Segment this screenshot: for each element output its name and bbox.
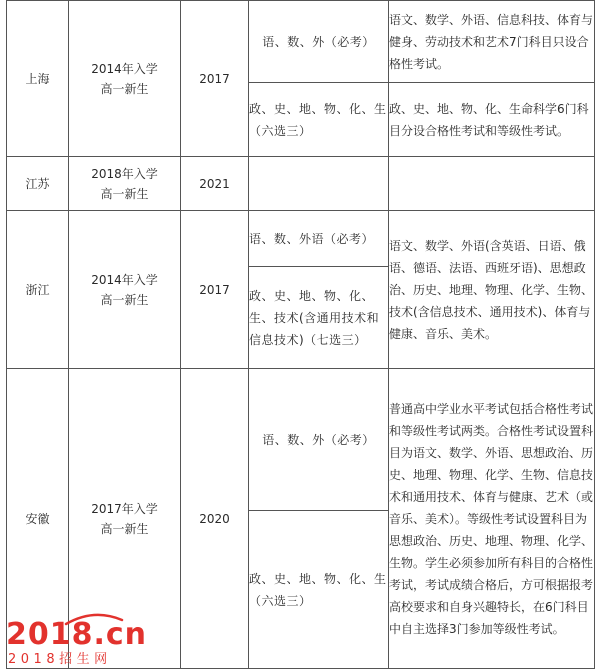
empty-cell — [249, 157, 389, 211]
subjects-required-cell: 语、数、外语（必考） — [249, 211, 389, 267]
province-cell: 安徽 — [7, 369, 69, 669]
subjects-elective-cell: 政、史、地、物、化、生、技术(含通用技术和信息技术)（七选三） — [249, 267, 389, 369]
empty-cell — [389, 157, 595, 211]
grade-line-1: 2017年入学 — [91, 501, 158, 516]
table-row-anhui — [7, 369, 595, 511]
province-cell: 浙江 — [7, 211, 69, 369]
site-watermark — [4, 618, 174, 668]
grade-line-1: 2014年入学 — [91, 61, 158, 76]
subjects-required-cell: 语、数、外（必考） — [249, 369, 389, 511]
year-cell: 2017 — [181, 1, 249, 157]
note-cell: 政、史、地、物、化、生命科学6门科目分设合格性考试和等级性考试。 — [389, 83, 595, 157]
province-cell: 江苏 — [7, 157, 69, 211]
grade-cell — [69, 211, 181, 369]
note-cell: 语文、数学、外语(含英语、日语、俄语、德语、法语、西班牙语)、思想政治、历史、地理、物理、化学、生物、技术(含信息技术、通用技术)、体育与健康、音乐、美术。 — [389, 211, 595, 369]
note-cell: 语文、数学、外语、信息科技、体育与健身、劳动技术和艺术7门科目只设合格性考试。 — [389, 1, 595, 83]
subjects-required-cell: 语、数、外（必考） — [249, 1, 389, 83]
grade-line-2: 高一新生 — [100, 521, 149, 536]
table-row-shanghai — [7, 1, 595, 83]
watermark-subtitle: 2018招生网 — [8, 652, 112, 667]
grade-line-2: 高一新生 — [100, 81, 149, 96]
gaokao-reform-table — [6, 0, 595, 669]
grade-line-2: 高一新生 — [100, 292, 149, 307]
table-row-zhejiang — [7, 211, 595, 267]
subjects-elective-cell: 政、史、地、物、化、生（六选三） — [249, 83, 389, 157]
note-cell: 普通高中学业水平考试包括合格性考试和等级性考试两类。合格性考试设置科目为语文、数学、外语、思想政治、历史、地理、物理、化学、生物、信息技术和通用技术、体育与健康、艺术（或音乐、美术）。等级性考试设置科目为思想政治、历史、地理、物理、化学、生物。学生必须参加所有科目的合格性考试，考试成绩合格后，方可根据报考高校要求和自身兴趣特长，在6门科目中自主选择3门参加等级性考试。 — [389, 369, 595, 669]
subjects-elective-cell: 政、史、地、物、化、生（六选三） — [249, 511, 389, 669]
grade-line-1: 2018年入学 — [91, 166, 158, 181]
watermark-logo-text: 2018.cn — [6, 617, 148, 652]
year-cell: 2017 — [181, 211, 249, 369]
grade-line-2: 高一新生 — [100, 186, 149, 201]
table-row-jiangsu — [7, 157, 595, 211]
province-cell: 上海 — [7, 1, 69, 157]
year-cell: 2020 — [181, 369, 249, 669]
grade-line-1: 2014年入学 — [91, 272, 158, 287]
grade-cell — [69, 1, 181, 157]
grade-cell — [69, 157, 181, 211]
year-cell: 2021 — [181, 157, 249, 211]
